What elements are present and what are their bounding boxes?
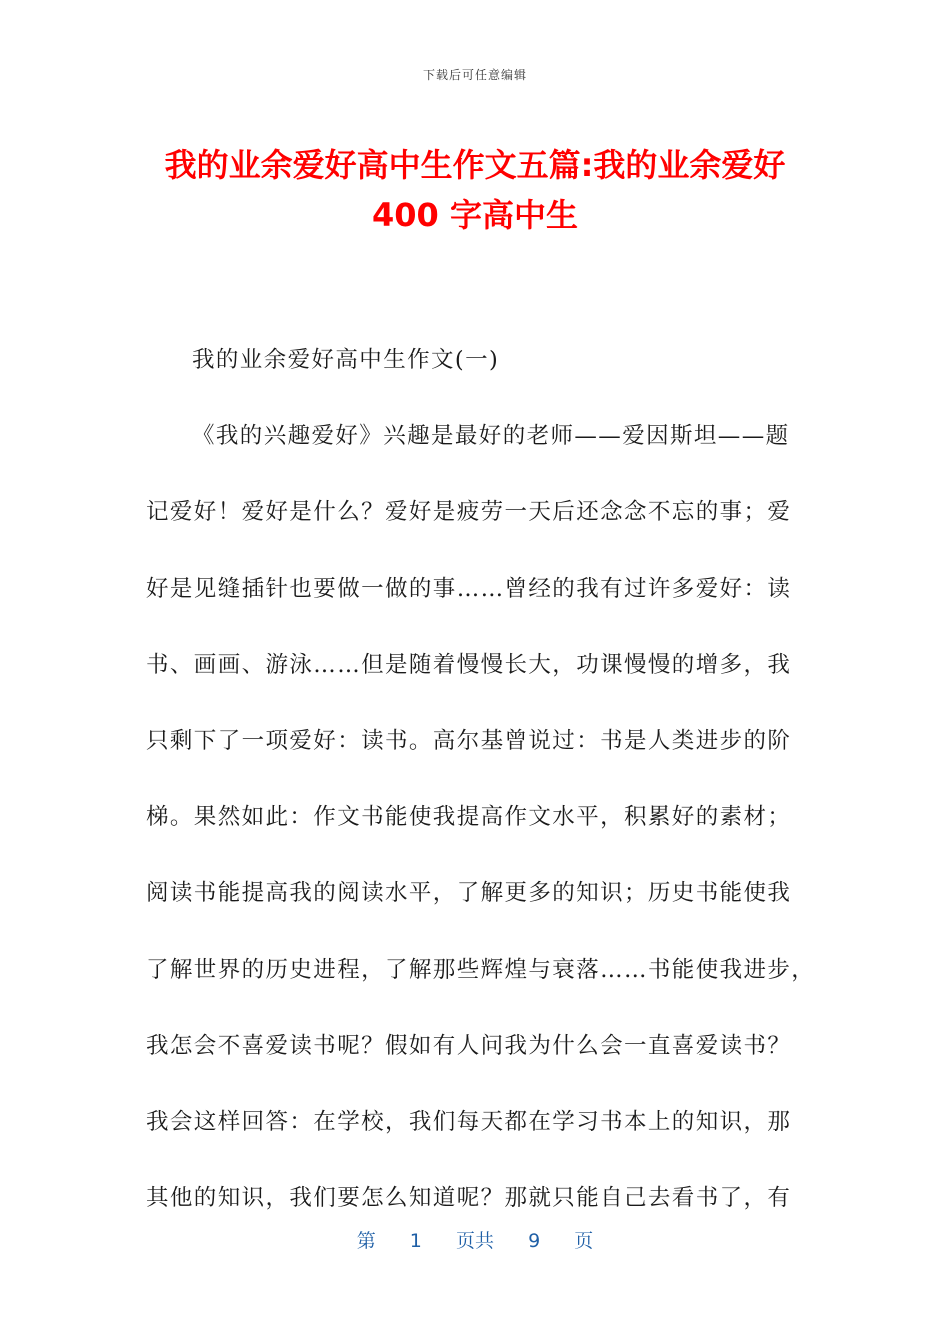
title-line-2: 400 字高中生: [372, 196, 578, 234]
paragraph-line: 好是见缝插针也要做一做的事……曾经的我有过许多爱好：读: [146, 575, 792, 602]
page-total-number: 9: [528, 1230, 541, 1252]
paragraph-line: 《我的兴趣爱好》兴趣是最好的老师——爱因斯坦——题: [192, 423, 790, 450]
paragraph-line: 阅读书能提高我的阅读水平，了解更多的知识；历史书能使我: [146, 880, 792, 907]
paragraph-line: 记爱好！爱好是什么？爱好是疲劳一天后还念念不忘的事；爱: [146, 499, 792, 526]
page-current-number: 1: [409, 1230, 422, 1252]
title-line-1: 我的业余爱好高中生作文五篇:我的业余爱好: [164, 146, 786, 184]
paragraph-line: 书、画画、游泳……但是随着慢慢长大，功课慢慢的增多，我: [146, 651, 792, 678]
body-text: [146, 322, 816, 1236]
page-prefix: 第: [356, 1230, 376, 1252]
section-heading: 我的业余爱好高中生作文(一): [192, 347, 500, 373]
header-note: 下载后可任意编辑: [422, 68, 527, 82]
paragraph-line: 我怎会不喜爱读书呢？假如有人问我为什么会一直喜爱读书？: [146, 1032, 792, 1059]
page-suffix: 页: [574, 1230, 594, 1252]
paragraph-line: 只剩下了一项爱好：读书。高尔基曾说过：书是人类进步的阶: [146, 727, 792, 754]
page-mid-label: 页共: [455, 1230, 494, 1252]
paragraph-line: 其他的知识，我们要怎么知道呢？那就只能自己去看书了，有: [146, 1185, 792, 1212]
paragraph-line: 梯。果然如此：作文书能使我提高作文水平，积累好的素材；: [146, 804, 792, 831]
page-footer: [0, 1226, 950, 1253]
document-title: [110, 140, 840, 240]
paragraph-line: 我会这样回答：在学校，我们每天都在学习书本上的知识，那: [146, 1108, 792, 1135]
paragraph-line: 了解世界的历史进程，了解那些辉煌与衰落……书能使我进步，: [146, 956, 816, 983]
